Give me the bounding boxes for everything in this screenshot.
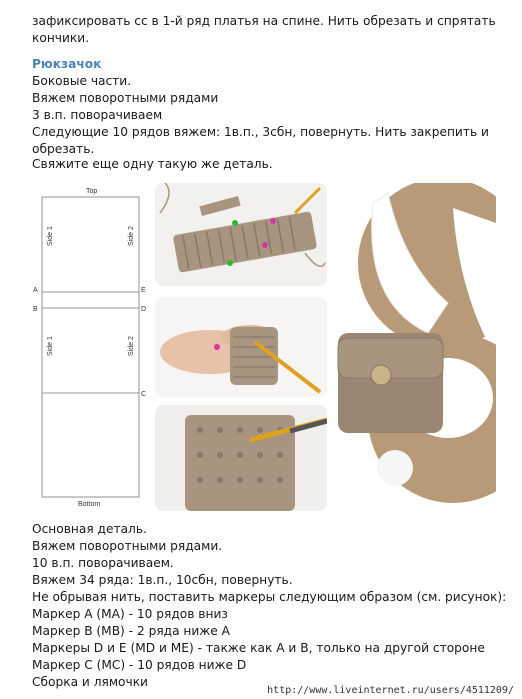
main-part-line-1: Основная деталь.	[32, 522, 147, 536]
side-parts-line-3: 3 в.п. поворачиваем	[32, 108, 163, 122]
side-parts-line-1: Боковые части.	[32, 74, 132, 88]
main-part-line-5: Не обрывая нить, поставить маркеры следующим образом (см. рисунок):	[32, 590, 507, 604]
photo-hand-crochet	[155, 297, 327, 397]
main-part-line-4: Вяжем 34 ряда: 1в.п., 10сбн, повернуть.	[32, 573, 293, 587]
footer-url[interactable]: http://www.liveinternet.ru/users/4511209/	[267, 685, 514, 696]
side-parts-line-4: Следующие 10 рядов вяжем: 1в.п., 3сбн, повернуть. Нить закрепить и	[32, 125, 489, 139]
intro-line-1: зафиксировать сс в 1-й ряд платья на спине. Нить обрезать и спрятать	[32, 14, 496, 28]
diagram-marker-c: C	[141, 391, 147, 398]
section-title: Рюкзачок	[32, 57, 102, 71]
diagram-side2-lower: Side 2	[128, 336, 135, 356]
side-parts-line-5: обрезать.	[32, 142, 95, 156]
main-part-line-7: Маркер В (МВ) - 2 ряда ниже А	[32, 624, 230, 638]
photo-knitted-strip	[155, 183, 327, 286]
diagram-side1-lower: Side 1	[47, 336, 54, 356]
diagram-marker-e: E	[141, 287, 146, 294]
diagram-marker-d: D	[141, 306, 147, 313]
diagram-marker-a: A	[33, 287, 38, 294]
main-part-line-3: 10 в.п. поворачиваем.	[32, 556, 174, 570]
diagram-top-label: Top	[86, 188, 98, 195]
diagram-side1-upper: Side 1	[47, 226, 54, 246]
backpack-layout-diagram	[30, 184, 152, 510]
main-part-line-8: Маркеры D и Е (MD и МЕ) - также как А и В, только на другой стороне	[32, 641, 485, 655]
intro-line-2: кончики.	[32, 31, 90, 45]
photo-bunny-with-backpack	[333, 183, 496, 511]
diagram-marker-b: B	[33, 306, 38, 313]
photo-crochet-closeup	[155, 405, 327, 511]
side-parts-line-2: Вяжем поворотными рядами	[32, 91, 219, 105]
diagram-side2-upper: Side 2	[128, 226, 135, 246]
main-part-line-10: Сборка и лямочки	[32, 675, 148, 689]
diagram-bottom-label: Bottom	[78, 501, 101, 508]
main-part-line-2: Вяжем поворотными рядами.	[32, 539, 223, 553]
side-parts-line-6: Свяжите еще одну такую же деталь.	[32, 157, 273, 171]
main-part-line-6: Маркер А (МА) - 10 рядов вниз	[32, 607, 228, 621]
main-part-line-9: Маркер С (МС) - 10 рядов ниже D	[32, 658, 247, 672]
